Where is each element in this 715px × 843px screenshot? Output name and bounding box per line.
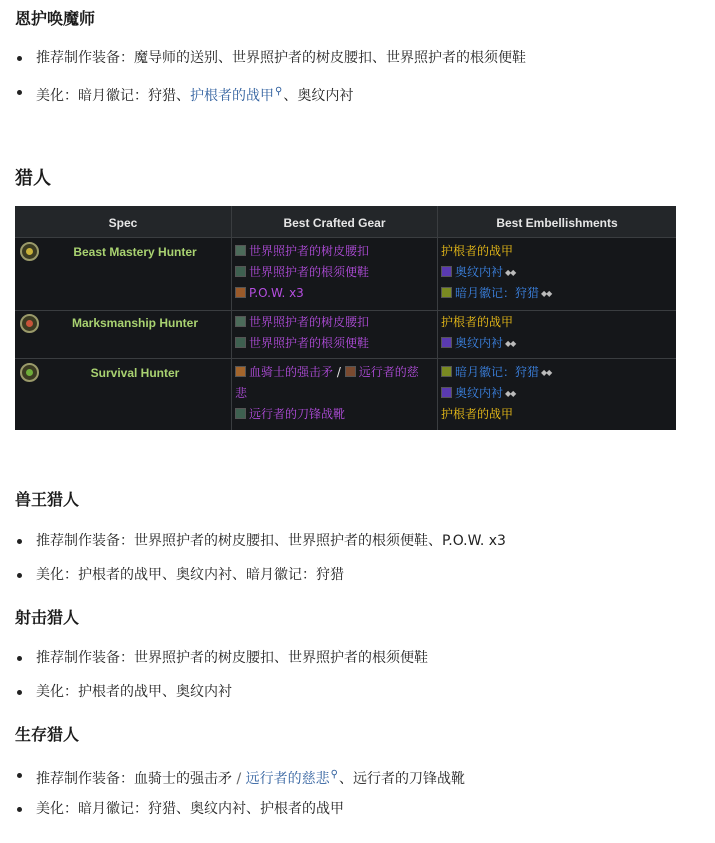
lining-icon: [441, 387, 452, 398]
embellishment-item[interactable]: 奥纹内衬 ◆◆: [441, 383, 515, 404]
pow-icon: [235, 287, 246, 298]
spear-icon: [235, 366, 246, 377]
gear-item[interactable]: 世界照护者的树皮腰扣: [235, 241, 369, 262]
hunter-gear-table: [15, 206, 676, 430]
signet-icon: [441, 287, 452, 298]
list-item: 推荐制作装备：世界照护者的树皮腰扣、世界照护者的根须便鞋: [0, 648, 428, 668]
list-item: 推荐制作装备：魔导师的送别、世界照护者的树皮腰扣、世界照护者的根须便鞋: [0, 48, 526, 68]
beast-mastery-icon: [20, 242, 39, 261]
mm-list: [0, 648, 428, 716]
section-title-mm: 射击猎人: [15, 608, 80, 627]
survival-icon: [20, 363, 39, 382]
embellishment-item[interactable]: 暗月徽记：狩猎 ◆◆: [441, 283, 551, 304]
gem-icon: ◆◆: [541, 289, 552, 298]
table-header: [15, 206, 676, 237]
header-gear: Best Crafted Gear: [283, 216, 386, 230]
header-spec: Spec: [108, 216, 138, 230]
gear-item[interactable]: 远行者的刀锋战靴: [235, 404, 345, 425]
boots-icon: [235, 408, 246, 419]
list-item: 美化：暗月徽记：狩猎、护根者的战甲⚲、奥纹内衬: [0, 82, 526, 102]
gear-item[interactable]: 血骑士的强击矛 / 远行者的慈: [235, 362, 419, 383]
section-title-evoker: 恩护唤魔师: [15, 9, 96, 28]
gear-item[interactable]: 世界照护者的根须便鞋: [235, 333, 369, 354]
spec-name[interactable]: Beast Mastery Hunter: [73, 245, 197, 259]
sv-list: [0, 765, 465, 833]
gear-item[interactable]: 世界照护者的树皮腰扣: [235, 312, 369, 333]
boots-icon: [235, 337, 246, 348]
search-icon[interactable]: ⚲: [330, 769, 338, 780]
belt-icon: [235, 245, 246, 256]
divider: [15, 310, 676, 311]
list-item: 推荐制作装备：世界照护者的树皮腰扣、世界照护者的根须便鞋、P.O.W. x3: [0, 531, 506, 551]
section-title-hunter: 猎人: [15, 168, 51, 189]
marksmanship-icon: [20, 314, 39, 333]
embellishment-item[interactable]: 暗月徽记：狩猎 ◆◆: [441, 362, 551, 383]
item-link[interactable]: 远行者的慈悲: [245, 771, 330, 787]
spec-name[interactable]: Marksmanship Hunter: [71, 316, 199, 330]
gear-item[interactable]: 悲: [235, 386, 248, 400]
bow-icon: [345, 366, 356, 377]
embellishment-item[interactable]: 护根者的战甲: [441, 244, 514, 258]
list-item: 美化：暗月徽记：狩猎、奥纹内衬、护根者的战甲: [0, 799, 465, 819]
embellishment-item[interactable]: 奥纹内衬 ◆◆: [441, 333, 515, 354]
lining-icon: [441, 266, 452, 277]
divider: [15, 358, 676, 359]
lining-icon: [441, 337, 452, 348]
list-item: 美化：护根者的战甲、奥纹内衬: [0, 682, 428, 702]
gear-item[interactable]: P.O.W. x3: [235, 283, 304, 304]
item-link[interactable]: 护根者的战甲: [190, 88, 274, 104]
gem-icon: ◆◆: [505, 389, 516, 398]
embellishment-item[interactable]: 护根者的战甲: [441, 407, 514, 421]
gear-item[interactable]: 世界照护者的根须便鞋: [235, 262, 369, 283]
divider: [437, 206, 438, 430]
divider: [15, 237, 676, 238]
section-title-sv: 生存猎人: [15, 725, 80, 744]
gem-icon: ◆◆: [505, 268, 516, 277]
embellishment-item[interactable]: 护根者的战甲: [441, 315, 514, 329]
list-item: 推荐制作装备：血骑士的强击矛 / 远行者的慈悲⚲、远行者的刀锋战靴: [0, 765, 465, 785]
embellishment-item[interactable]: 奥纹内衬 ◆◆: [441, 262, 515, 283]
spec-name[interactable]: Survival Hunter: [90, 366, 180, 380]
search-icon[interactable]: ⚲: [275, 86, 283, 97]
list-item: 美化：护根者的战甲、奥纹内衬、暗月徽记：狩猎: [0, 565, 506, 585]
bm-list: [0, 531, 506, 599]
signet-icon: [441, 366, 452, 377]
evoker-list: [0, 48, 526, 116]
section-title-bm: 兽王猎人: [15, 490, 80, 509]
gem-icon: ◆◆: [541, 368, 552, 377]
header-embellishments: Best Embellishments: [496, 216, 618, 230]
boots-icon: [235, 266, 246, 277]
gem-icon: ◆◆: [505, 339, 516, 348]
belt-icon: [235, 316, 246, 327]
divider: [231, 206, 232, 430]
